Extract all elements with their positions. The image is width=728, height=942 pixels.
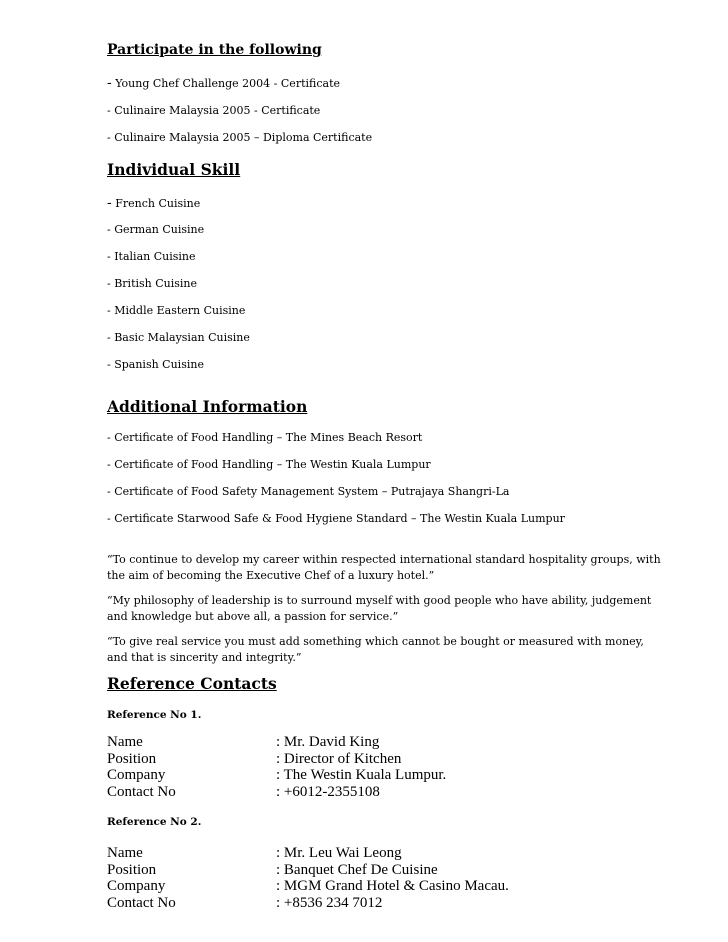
ref-value: : Mr. David King [276, 734, 380, 750]
ref-key: Company [107, 878, 166, 894]
skill-item: - Middle Eastern Cuisine [107, 304, 246, 317]
reference-1-label: Reference No 1. [107, 709, 202, 721]
ref-row [107, 862, 667, 879]
ref-row [107, 895, 667, 912]
reference-1-table [107, 734, 667, 800]
additional-item: - Certificate of Food Handling – The Mines Beach Resort [107, 431, 423, 444]
ref-value: : Director of Kitchen [276, 750, 402, 767]
references-heading: Reference Contacts [107, 674, 277, 693]
skill-item [107, 196, 200, 211]
ref-row [107, 734, 667, 751]
skill-item: - Spanish Cuisine [107, 358, 204, 371]
participate-item [107, 76, 340, 91]
ref-key: Contact No [107, 783, 176, 800]
ref-value: : The Westin Kuala Lumpur. [276, 767, 447, 783]
skill-item: - British Cuisine [107, 277, 198, 290]
skill-item-text: French Cuisine [115, 197, 201, 210]
additional-item: - Certificate of Food Safety Management System – Putrajaya Shangri-La [107, 485, 510, 498]
participate-item-text: Young Chef Challenge 2004 - Certificate [115, 77, 340, 90]
reference-2-table [107, 845, 667, 911]
ref-value: : Mr. Leu Wai Leong [276, 845, 402, 861]
ref-row [107, 878, 667, 895]
participate-item: - Culinaire Malaysia 2005 - Certificate [107, 104, 321, 117]
additional-heading: Additional Information [107, 397, 308, 416]
ref-key: Name [107, 734, 143, 750]
quote-service: “To give real service you must add something which cannot be bought or measured with money, and that is sincerity and integrity.” [107, 635, 644, 664]
additional-item: - Certificate Starwood Safe & Food Hygiene Standard – The Westin Kuala Lumpur [107, 512, 565, 525]
ref-key: Name [107, 845, 143, 861]
skill-item: - Italian Cuisine [107, 250, 196, 263]
ref-row [107, 845, 667, 862]
ref-key: Position [107, 750, 157, 767]
ref-value: : Banquet Chef De Cuisine [276, 861, 438, 878]
quote-career-goal: “To continue to develop my career within respected international standard hospitality groups, with the aim of becoming the Executive Chef of a luxury hotel.” [107, 553, 661, 582]
ref-key: Company [107, 767, 166, 783]
ref-row [107, 784, 667, 801]
ref-key: Contact No [107, 894, 176, 911]
ref-value: : +6012-2355108 [276, 783, 380, 800]
reference-2-label: Reference No 2. [107, 816, 202, 828]
skill-item: - Basic Malaysian Cuisine [107, 331, 250, 344]
additional-item: - Certificate of Food Handling – The Westin Kuala Lumpur [107, 458, 431, 471]
skill-item: - German Cuisine [107, 223, 205, 236]
ref-row [107, 767, 667, 784]
list-dash: - [107, 195, 112, 211]
skills-heading: Individual Skill [107, 160, 241, 179]
ref-row [107, 751, 667, 768]
ref-value: : +8536 234 7012 [276, 894, 383, 911]
list-dash: - [107, 75, 112, 91]
participate-heading: Participate in the following [107, 42, 322, 58]
ref-value: : MGM Grand Hotel & Casino Macau. [276, 878, 509, 894]
ref-key: Position [107, 861, 157, 878]
quote-leadership: “My philosophy of leadership is to surround myself with good people who have ability, judgement and knowledge but above all, a passion for service.” [107, 594, 652, 623]
participate-item: - Culinaire Malaysia 2005 – Diploma Certificate [107, 131, 373, 144]
